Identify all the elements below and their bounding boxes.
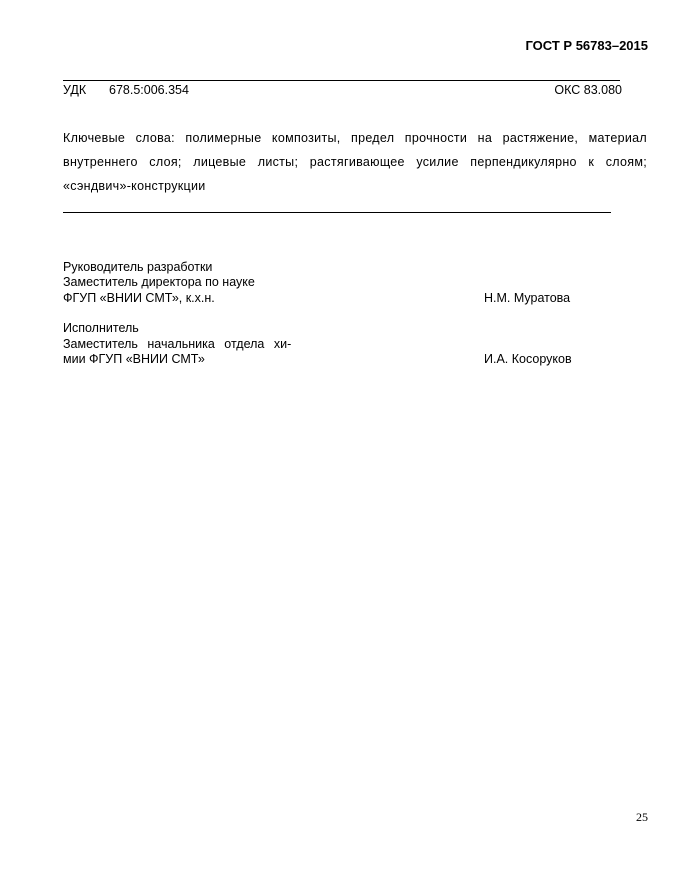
head-organization: ФГУП «ВНИИ СМТ», к.х.н. bbox=[63, 291, 215, 305]
keywords-paragraph: Ключевые слова: полимерные композиты, предел прочности на растяжение, материал внутреннего слоя; лицевые листы; растягивающее усилие перпендикулярно к слоям; «сэндвич»-конструкции bbox=[63, 131, 647, 193]
oks-code: ОКС 83.080 bbox=[554, 83, 622, 97]
top-divider bbox=[63, 80, 620, 81]
page-number: 25 bbox=[636, 810, 648, 824]
executor-position: Заместитель начальника отдела хи- bbox=[63, 337, 292, 351]
udk-label: УДК bbox=[63, 83, 87, 97]
head-name: Н.М. Муратова bbox=[484, 291, 571, 305]
executor-name: И.А. Косоруков bbox=[484, 352, 572, 366]
udk-value: 678.5:006.354 bbox=[109, 83, 189, 97]
head-role: Руководитель разработки bbox=[63, 260, 213, 274]
head-position: Заместитель директора по науке bbox=[63, 275, 255, 289]
bottom-divider bbox=[63, 212, 611, 213]
executor-role: Исполнитель bbox=[63, 321, 139, 335]
executor-organization: мии ФГУП «ВНИИ СМТ» bbox=[63, 352, 205, 366]
document-standard-number: ГОСТ Р 56783–2015 bbox=[525, 38, 648, 53]
